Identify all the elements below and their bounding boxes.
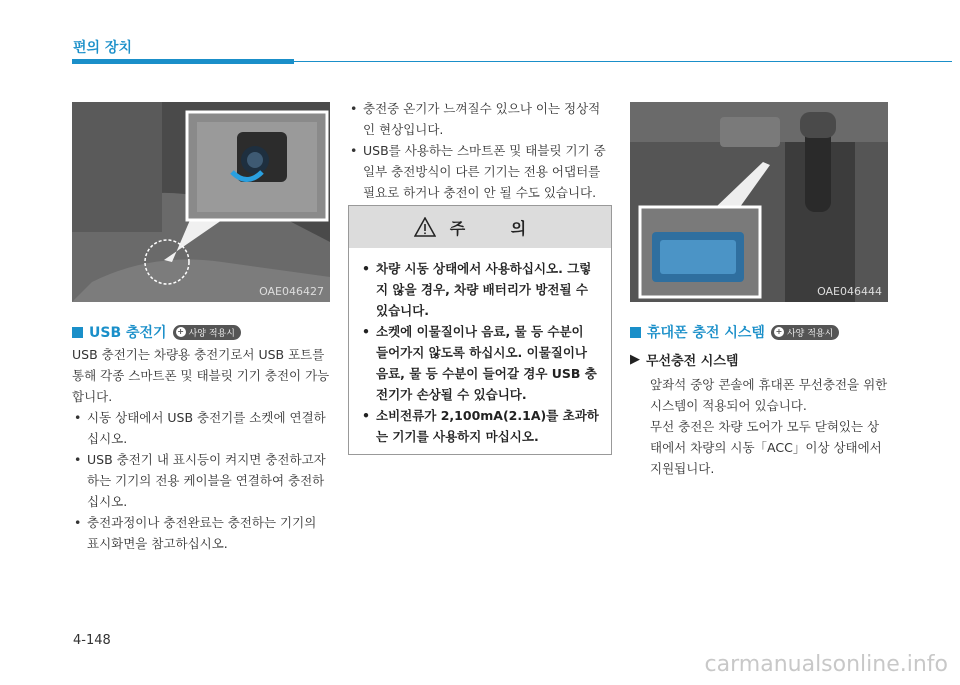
wireless-subheading bbox=[630, 350, 738, 369]
option-icon: + bbox=[177, 327, 184, 336]
option-badge bbox=[771, 325, 839, 340]
caution-header bbox=[349, 206, 611, 248]
usb-charger-illustration bbox=[72, 102, 330, 302]
phone-charging-heading bbox=[630, 322, 839, 342]
wireless-charger-illustration bbox=[630, 102, 888, 302]
triangle-right-icon: ▶ bbox=[630, 352, 640, 367]
wireless-body bbox=[650, 374, 890, 479]
heading-square-icon bbox=[630, 327, 641, 338]
badge-text: 사양 적용시 bbox=[188, 328, 235, 339]
caution-box bbox=[348, 205, 612, 455]
caution-list bbox=[361, 258, 599, 447]
middle-notes bbox=[348, 98, 610, 203]
warning-triangle-icon bbox=[414, 217, 436, 237]
photo-code: OAE046427 bbox=[259, 285, 324, 298]
heading-text: USB 충전기 bbox=[89, 325, 167, 341]
wireless-charger-photo bbox=[630, 102, 888, 302]
wireless-para-1: 앞좌석 중앙 콘솔에 휴대폰 무선충전을 위한 시스템이 적용되어 있습니다. bbox=[650, 377, 888, 413]
photo-code: OAE046444 bbox=[817, 285, 882, 298]
list-item: • USB를 사용하는 스마트폰 및 태블릿 기기 중 일부 충전방식이 다른 기기는 전용 어댑터를 필요로 하거나 충전이 안 될 수도 있습니다. bbox=[348, 140, 610, 203]
caution-title: 주 의 bbox=[449, 218, 547, 238]
usb-bullet-list bbox=[72, 407, 332, 554]
list-item: • 소비전류가 2,100mA(2.1A)를 초과하는 기기를 사용하지 마십시오. bbox=[361, 405, 599, 447]
badge-text: 사양 적용시 bbox=[786, 328, 834, 339]
middle-bullet-list bbox=[348, 98, 610, 203]
subheading-text: 무선충전 시스템 bbox=[646, 354, 739, 369]
option-icon: + bbox=[775, 327, 783, 336]
option-badge bbox=[173, 325, 241, 340]
list-item: • 충전중 온기가 느껴질수 있으나 이는 정상적인 현상입니다. bbox=[348, 98, 610, 140]
section-title: 편의 장치 bbox=[73, 40, 132, 56]
usb-charger-body bbox=[72, 344, 332, 554]
header-rule-thin bbox=[294, 61, 952, 62]
list-item: • 소켓에 이물질이나 음료, 물 등 수분이 들어가지 않도록 하십시오. 이물질이나 음료, 물 등 수분이 들어갈 경우 USB 충전기가 손상될 수 있습니다. bbox=[361, 321, 599, 405]
usb-charger-heading bbox=[72, 322, 241, 342]
header-rule-thick bbox=[72, 59, 294, 64]
page-number: 4-148 bbox=[73, 633, 111, 648]
usb-charger-photo bbox=[72, 102, 330, 302]
list-item: • 차량 시동 상태에서 사용하십시오. 그렇지 않을 경우, 차량 배터리가 방전될 수 있습니다. bbox=[361, 258, 599, 321]
watermark: carmanualsonline.info bbox=[704, 652, 948, 677]
list-item: • 충전과정이나 충전완료는 충전하는 기기의 표시화면을 참고하십시오. bbox=[72, 512, 332, 554]
caution-body bbox=[349, 248, 611, 447]
heading-square-icon bbox=[72, 327, 83, 338]
heading-text: 휴대폰 충전 시스템 bbox=[647, 325, 765, 341]
list-item: • USB 충전기 내 표시등이 켜지면 충전하고자 하는 기기의 전용 케이블을 연결하여 충전하십시오. bbox=[72, 449, 332, 512]
wireless-para-2: 무선 충전은 차량 도어가 모두 닫혀있는 상태에서 차량의 시동「ACC」이상 상태에서 지원됩니다. bbox=[650, 419, 882, 476]
usb-intro: USB 충전기는 차량용 충전기로서 USB 포트를 통해 각종 스마트폰 및 태블릿 기기 충전이 가능합니다. bbox=[72, 347, 330, 404]
list-item: • 시동 상태에서 USB 충전기를 소켓에 연결하십시오. bbox=[72, 407, 332, 449]
